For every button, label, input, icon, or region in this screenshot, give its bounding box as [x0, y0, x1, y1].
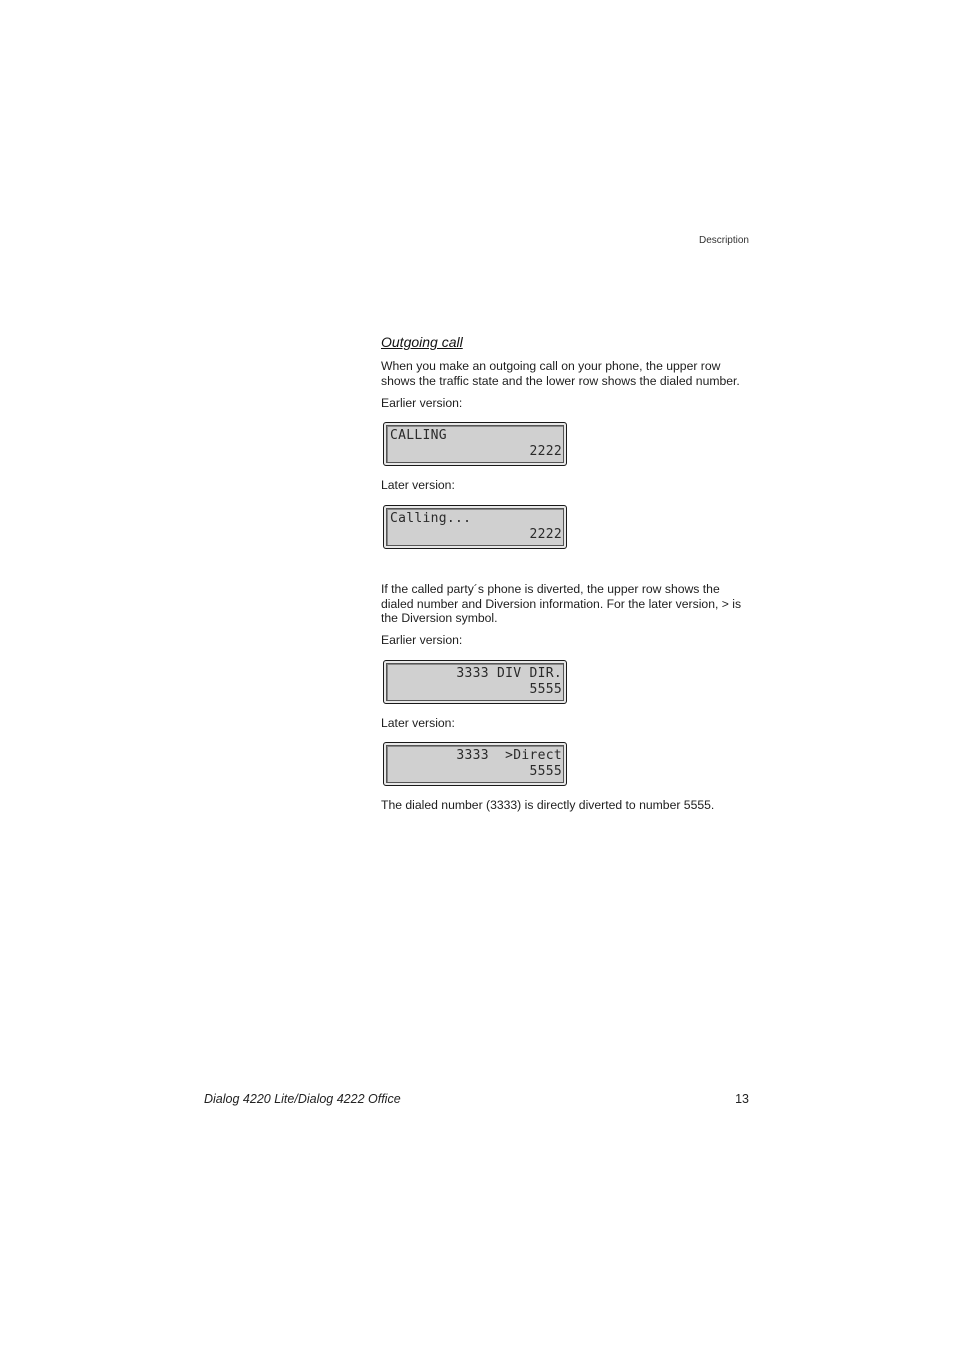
running-header: Description: [698, 235, 749, 246]
lcd-upper-row: Calling...: [390, 511, 472, 526]
footer-page-number: 13: [735, 1092, 749, 1106]
diversion-paragraph: If the called party´s phone is diverted, the upper row shows the dialed number and Diversion information. For the later version, > is the Diversion symbol.: [381, 582, 742, 626]
lcd-lower-row: 2222: [529, 527, 562, 542]
lcd-lower-row: 5555: [529, 764, 562, 779]
section-title: Outgoing call: [381, 334, 463, 350]
intro-paragraph: When you make an outgoing call on your phone, the upper row shows the traffic state and the lower row shows the dialed number.: [381, 359, 740, 388]
footer-document-title: Dialog 4220 Lite/Dialog 4222 Office: [204, 1092, 401, 1106]
later-version-label: Later version:: [381, 478, 455, 492]
lcd-display-later-calling: [383, 505, 567, 549]
earlier-version-label: Earlier version:: [381, 396, 463, 410]
lcd-lower-row: 5555: [529, 682, 562, 697]
lcd-upper-row: 3333 DIV DIR.: [456, 666, 562, 681]
lcd-display-earlier-calling: [383, 422, 567, 466]
lcd-upper-row: CALLING: [390, 428, 447, 443]
lcd-lower-row: 2222: [529, 444, 562, 459]
earlier-version-label: Earlier version:: [381, 633, 463, 647]
later-version-label: Later version:: [381, 716, 455, 730]
lcd-display-later-diversion: [383, 742, 567, 786]
lcd-upper-row: 3333 >Direct: [456, 748, 562, 763]
closing-paragraph: The dialed number (3333) is directly diverted to number 5555.: [381, 798, 715, 812]
lcd-display-earlier-diversion: [383, 660, 567, 704]
